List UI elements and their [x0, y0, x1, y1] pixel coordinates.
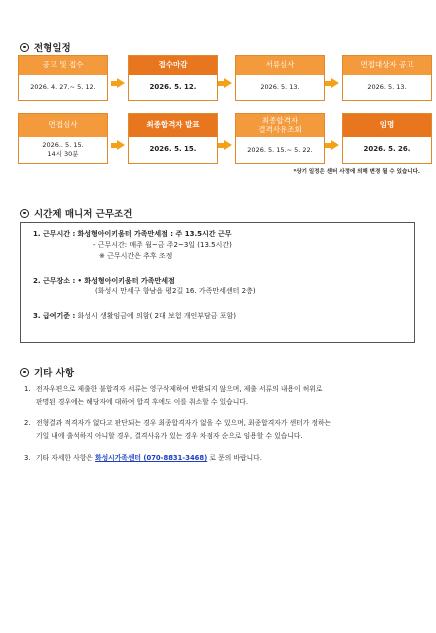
etc-item-3: 3. 기타 자세한 사항은 화성시가족센터 (070-8831-3468) 로 문의 바랍니다. [24, 454, 262, 462]
circle-bullet-icon [20, 368, 29, 377]
schedule-section-title: 전형일정 [20, 40, 71, 54]
etc-item-2: 2. 전형결과 적격자가 없다고 판단되는 경우 최종합격자가 없을 수 있으며, 최종합격자가 센터가 정하는 기일 내에 출석하지 아니할 경우, 결격사유가 있는 경우 차점자 순으로 임용할 수 있습니다. [24, 419, 332, 440]
step-appointment: 임명 2026. 5. 26. [342, 113, 432, 164]
step-document-review: 서류심사 2026. 5. 13. [235, 55, 325, 101]
step-announce: 공고 및 접수 2026. 4. 27.~ 5. 12. [18, 55, 108, 101]
circle-bullet-icon [20, 43, 29, 52]
conditions-section-title: 시간제 매니저 근무조건 [20, 206, 132, 220]
step-interview-notice: 면접대상자 공고 2026. 5. 13. [342, 55, 432, 101]
etc-item-1: 1. 전자우편으로 제출한 불합격자 서류는 영구삭제하여 반환되지 않으며, 제출 서류의 내용이 허위로 판명된 경우에는 해당자에 대하여 합격 후에도 이를 취소할 수 있습니다. [24, 385, 323, 406]
arrow-icon [117, 78, 125, 88]
arrow-icon [117, 140, 125, 150]
step-deadline: 접수마감 2026. 5. 12. [128, 55, 218, 101]
arrow-icon [224, 140, 232, 150]
arrow-icon [331, 140, 339, 150]
step-final-announcement: 최종합격자 발표 2026. 5. 15. [128, 113, 218, 164]
circle-bullet-icon [20, 209, 29, 218]
schedule-note: *상기 일정은 센터 사정에 의해 변경 될 수 있습니다. [293, 169, 420, 175]
step-interview: 면접심사 2026.. 5. 15. 14시 30분 [18, 113, 108, 164]
contact-link[interactable]: 화성시가족센터 (070-8831-3468) [95, 454, 208, 462]
arrow-icon [224, 78, 232, 88]
conditions-box: 1. 근무시간 : 화성형아이키움터 가족만세점 : 주 13.5시간 근무 - 근무시간: 매주 월~금 주2~3일 (13.5시간) ※ 근무시간은 추후 조정 2. 근무장소 : • 화성형아이키움터 가족만세점 (화성시 만세구 향남읍 평2길 16. 가족만세센터 2층) 3. 급여기준 : 화성시 생활임금에 의함( 2대 보험 개인부담금 포함) [20, 222, 415, 343]
etc-section-title: 기타 사항 [20, 365, 74, 379]
step-disqualification-check: 최종합격자 결격사유조회 2026. 5. 15.~ 5. 22. [235, 113, 325, 164]
arrow-icon [331, 78, 339, 88]
